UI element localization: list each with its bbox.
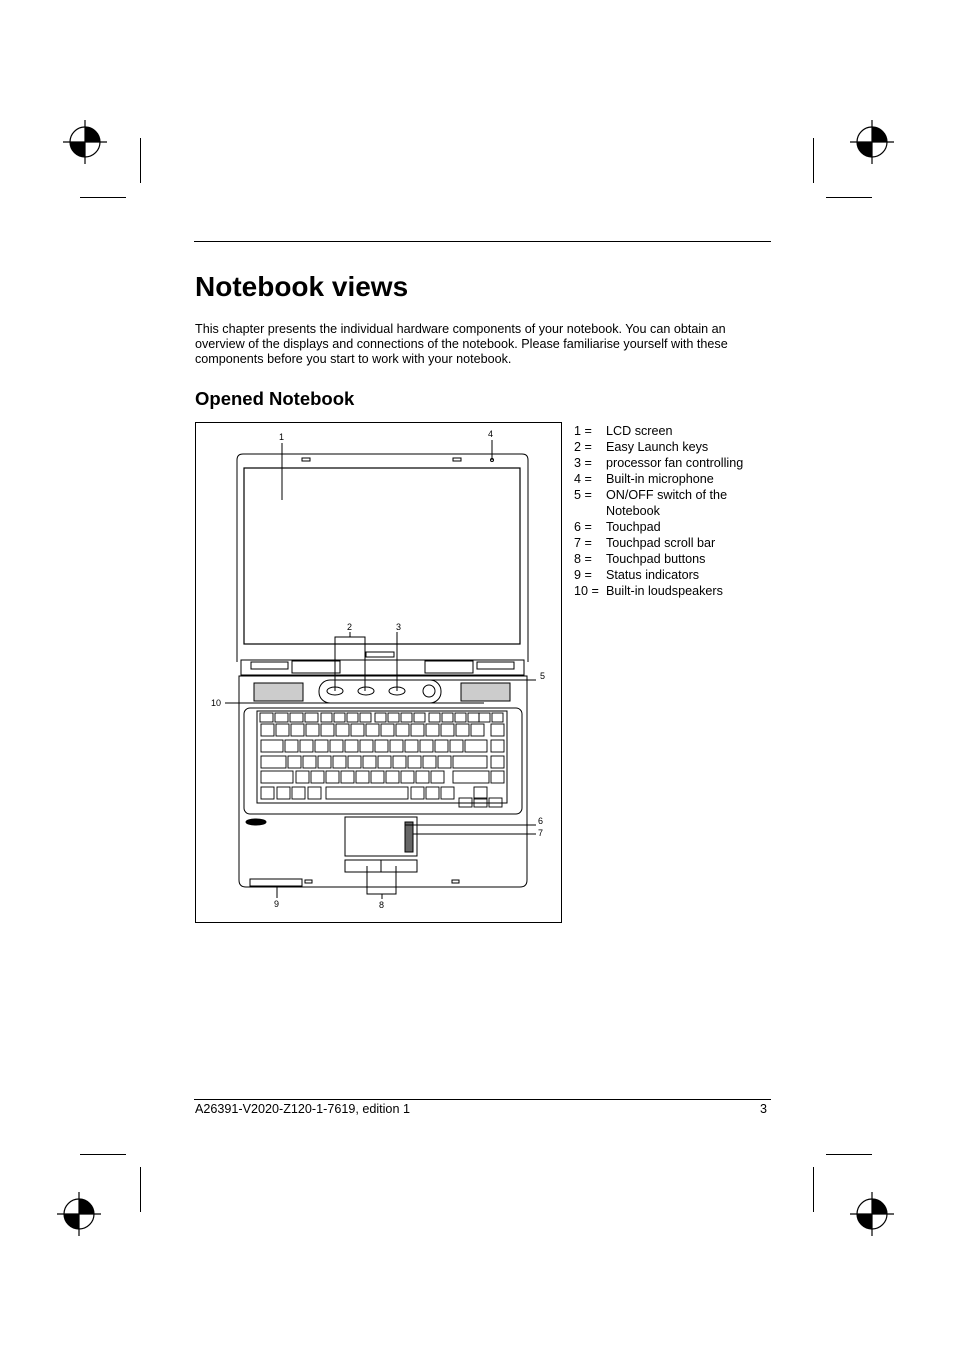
- keyboard-key: [363, 756, 376, 768]
- keyboard-key: [492, 713, 503, 722]
- legend-number: 6 =: [574, 520, 592, 534]
- legend-number: 8 =: [574, 552, 592, 566]
- keyboard-key: [371, 771, 384, 783]
- keyboard-key: [303, 756, 316, 768]
- intro-paragraph: This chapter presents the individual hardware components of your notebook. You can obtain an overview of the displays and connections of the notebook. Please familiarise yourself with these components before you start to work with your notebook.: [195, 322, 728, 366]
- keyboard-key: [456, 724, 469, 736]
- keyboard-key: [396, 724, 409, 736]
- legend-number: 1 =: [574, 424, 592, 438]
- keyboard-key: [330, 740, 343, 752]
- legend-item: [574, 487, 756, 519]
- keyboard-key: [318, 756, 331, 768]
- keyboard-key: [414, 713, 425, 722]
- keyboard-key: [438, 756, 451, 768]
- registration-mark-top-right: [850, 120, 894, 164]
- keyboard-key: [326, 787, 408, 799]
- keyboard-key: [423, 756, 436, 768]
- legend-number: 3 =: [574, 456, 592, 470]
- keyboard-key: [405, 740, 418, 752]
- legend-number: 10 =: [574, 584, 599, 598]
- keyboard-key: [360, 740, 373, 752]
- legend-item: [574, 439, 756, 455]
- keyboard-key: [441, 787, 454, 799]
- keyboard-key: [261, 756, 286, 768]
- keyboard-key: [285, 740, 298, 752]
- keyboard-key: [333, 756, 346, 768]
- callout-label: 9: [274, 899, 280, 909]
- notebook-illustration: [196, 423, 561, 922]
- keyboard-key: [393, 756, 406, 768]
- keyboard-key: [336, 724, 349, 736]
- registration-mark-bottom-left: [57, 1192, 101, 1236]
- keyboard-key: [390, 740, 403, 752]
- keyboard-key: [288, 756, 301, 768]
- keyboard-key: [474, 787, 487, 799]
- keyboard-key: [491, 724, 504, 736]
- callout-label: 2: [347, 622, 353, 632]
- legend-number: 9 =: [574, 568, 592, 582]
- callout-label: 8: [379, 900, 385, 910]
- keyboard-key: [411, 724, 424, 736]
- crop-mark: [813, 1167, 814, 1212]
- legend-text: Touchpad: [606, 520, 661, 534]
- crop-mark: [80, 1154, 126, 1155]
- keyboard-key: [426, 787, 439, 799]
- legend-item: [574, 471, 756, 487]
- legend-text: Touchpad buttons: [606, 552, 706, 566]
- legend-text: Built-in loudspeakers: [606, 584, 723, 598]
- keyboard-key: [276, 724, 289, 736]
- crop-mark: [826, 1154, 872, 1155]
- keyboard-key: [334, 713, 345, 722]
- keyboard-key: [300, 740, 313, 752]
- legend-text: processor fan controlling: [606, 456, 744, 470]
- keyboard-key: [426, 724, 439, 736]
- callout-label: 4: [488, 429, 494, 439]
- crop-mark: [80, 197, 126, 198]
- keyboard-key: [261, 787, 274, 799]
- legend-number: 7 =: [574, 536, 592, 550]
- keyboard-key: [292, 787, 305, 799]
- legend-text: LCD screen: [606, 424, 673, 438]
- crop-mark: [813, 138, 814, 183]
- keyboard-key: [416, 771, 429, 783]
- keyboard-key: [348, 756, 361, 768]
- keyboard-key: [356, 771, 369, 783]
- keyboard-key: [450, 740, 463, 752]
- keyboard-key: [375, 740, 388, 752]
- keyboard-key: [347, 713, 358, 722]
- keyboard-key: [378, 756, 391, 768]
- legend-item: [574, 535, 756, 551]
- legend-item: [574, 583, 756, 599]
- callout-label: 1: [279, 432, 285, 442]
- keyboard-key: [441, 724, 454, 736]
- keyboard-keys: [260, 713, 504, 807]
- callout-label: 10: [211, 698, 222, 708]
- keyboard-key: [491, 771, 504, 783]
- page-title: Notebook views: [195, 271, 409, 302]
- keyboard-key: [381, 724, 394, 736]
- legend-item: [574, 519, 756, 535]
- registration-mark-bottom-right: [850, 1192, 894, 1236]
- keyboard-key: [311, 771, 324, 783]
- keyboard-key: [431, 771, 444, 783]
- keyboard-key: [315, 740, 328, 752]
- keyboard-key: [411, 787, 424, 799]
- keyboard-key: [468, 713, 479, 722]
- legend-number: 2 =: [574, 440, 592, 454]
- legend-text: ON/OFF switch of the Notebook: [606, 488, 728, 518]
- callout-label: 5: [540, 671, 546, 681]
- keyboard-key: [260, 713, 273, 722]
- keyboard-key: [453, 756, 487, 768]
- keyboard-key: [277, 787, 290, 799]
- keyboard-key: [290, 713, 303, 722]
- legend-number: 4 =: [574, 472, 592, 486]
- keyboard-key: [261, 740, 283, 752]
- registration-mark-top-left: [63, 120, 107, 164]
- crop-mark: [826, 197, 872, 198]
- keyboard-key: [375, 713, 386, 722]
- keyboard-key: [306, 724, 319, 736]
- keyboard-key: [465, 740, 487, 752]
- keyboard-key: [386, 771, 399, 783]
- figure-legend: [574, 423, 756, 599]
- legend-item: [574, 455, 756, 471]
- legend-text: Status indicators: [606, 568, 700, 582]
- keyboard-key: [291, 724, 304, 736]
- legend-text: Built-in microphone: [606, 472, 714, 486]
- section-heading: Opened Notebook: [195, 388, 355, 409]
- keyboard-key: [471, 724, 484, 736]
- keyboard-key: [429, 713, 440, 722]
- legend-text: Easy Launch keys: [606, 440, 709, 454]
- callout-label: 3: [396, 622, 402, 632]
- keyboard-key: [388, 713, 399, 722]
- keyboard-key: [453, 771, 489, 783]
- callout-label: 6: [538, 816, 544, 826]
- legend-number: 5 =: [574, 488, 592, 502]
- keyboard-key: [296, 771, 309, 783]
- crop-mark: [140, 138, 141, 183]
- keyboard-key: [261, 771, 293, 783]
- keyboard-key: [321, 713, 332, 722]
- keyboard-key: [261, 724, 274, 736]
- keyboard-key: [366, 724, 379, 736]
- legend-text: Touchpad scroll bar: [606, 536, 716, 550]
- keyboard-key: [479, 713, 490, 722]
- keyboard-key: [420, 740, 433, 752]
- keyboard-key: [341, 771, 354, 783]
- footer-rule: [194, 1099, 771, 1100]
- keyboard-key: [308, 787, 321, 799]
- crop-mark: [140, 1167, 141, 1212]
- keyboard-key: [401, 771, 414, 783]
- keyboard-key: [275, 713, 288, 722]
- keyboard-key: [351, 724, 364, 736]
- footer-page-number: 3: [760, 1102, 768, 1116]
- keyboard-key: [491, 740, 504, 752]
- keyboard-key: [442, 713, 453, 722]
- legend-item: [574, 423, 756, 439]
- legend-item: [574, 567, 756, 583]
- header-rule: [194, 241, 771, 242]
- keyboard-key: [305, 713, 318, 722]
- notebook-figure: [195, 422, 562, 923]
- keyboard-key: [345, 740, 358, 752]
- keyboard-key: [435, 740, 448, 752]
- keyboard-key: [401, 713, 412, 722]
- keyboard-key: [321, 724, 334, 736]
- legend-item: [574, 551, 756, 567]
- keyboard-key: [326, 771, 339, 783]
- keyboard-key: [491, 756, 504, 768]
- footer-document-id: A26391-V2020-Z120-1-7619, edition 1: [195, 1102, 410, 1116]
- keyboard-key: [455, 713, 466, 722]
- keyboard-key: [408, 756, 421, 768]
- callout-label: 7: [538, 828, 544, 838]
- keyboard-key: [360, 713, 371, 722]
